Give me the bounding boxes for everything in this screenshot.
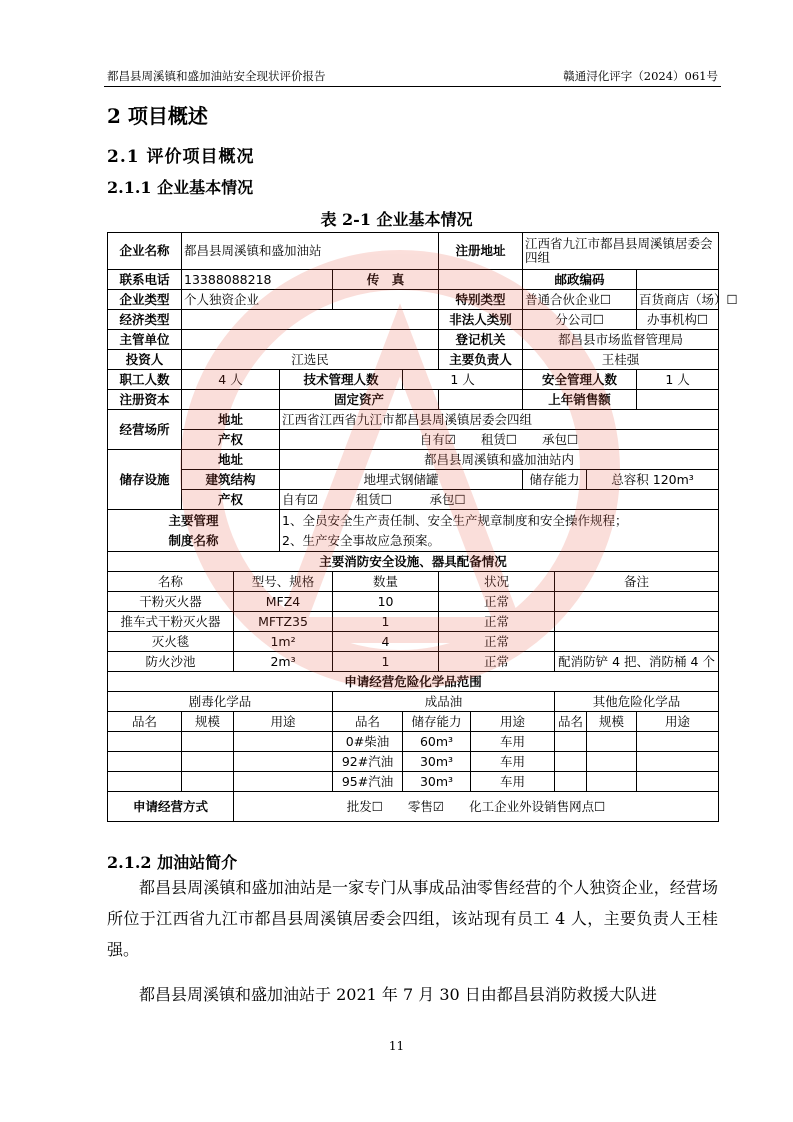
field-label: 注册地址 — [439, 233, 523, 270]
table-row — [108, 752, 719, 772]
scope-section-title: 申请经营危险化学品范围 — [108, 672, 719, 692]
field-label: 上年销售额 — [523, 390, 637, 410]
postcode-value — [637, 270, 719, 290]
oil-product-use: 车用 — [471, 732, 555, 752]
table-row — [108, 350, 719, 370]
fire-item-quantity: 1 — [333, 652, 439, 672]
table-row — [108, 792, 719, 822]
field-label: 地址 — [182, 450, 280, 470]
field-label: 安全管理人数 — [523, 370, 637, 390]
field-label: 企业类型 — [108, 290, 182, 310]
tech-staff-count: 1 人 — [403, 370, 523, 390]
oil-product-use: 车用 — [471, 752, 555, 772]
table-row — [108, 233, 719, 270]
storage-capacity: 总容积 120m³ — [587, 470, 719, 490]
fire-item-name: 防火沙池 — [108, 652, 234, 672]
table-caption: 表 2-1 企业基本情况 — [320, 210, 473, 229]
sub-header: 规模 — [587, 712, 637, 732]
blank-cell — [439, 390, 523, 410]
table-row — [108, 552, 719, 572]
table-row — [108, 510, 719, 552]
field-label: 经营场所 — [108, 410, 182, 450]
table-row — [108, 450, 719, 470]
subsection-heading: 2.1.2 加油站简介 — [107, 853, 238, 872]
field-label: 注册资本 — [108, 390, 182, 410]
table-row — [108, 490, 719, 510]
field-label: 非法人类别 — [439, 310, 523, 330]
field-label: 储存设施 — [108, 450, 182, 510]
enterprise-type: 个人独资企业 — [182, 290, 333, 310]
special-type-option: 百货商店（场）☐ — [637, 290, 719, 310]
fire-item-note — [555, 592, 719, 612]
fax-value — [439, 270, 523, 290]
management-systems — [280, 510, 719, 552]
field-label: 企业名称 — [108, 233, 182, 270]
table-row — [108, 692, 719, 712]
registered-address: 江西省九江市都昌县周溪镇居委会四组 — [523, 233, 719, 270]
fire-section-title: 主要消防安全设施、器具配备情况 — [108, 552, 719, 572]
table-row — [108, 712, 719, 732]
field-label: 联系电话 — [108, 270, 182, 290]
sub-header: 用途 — [637, 712, 719, 732]
fire-col-header: 名称 — [108, 572, 234, 592]
storage-address: 都昌县周溪镇和盛加油站内 — [280, 450, 719, 470]
company-name: 都昌县周溪镇和盛加油站 — [182, 233, 439, 270]
option-owned: 自有☑ — [419, 431, 456, 447]
field-label: 产权 — [182, 430, 280, 450]
running-header-title: 都昌县周溪镇和盛加油站安全现状评价报告 — [107, 69, 326, 83]
table-row — [108, 772, 719, 792]
fire-item-name: 灭火毯 — [108, 632, 234, 652]
category-header: 其他危险化学品 — [555, 692, 719, 712]
table-row — [108, 632, 719, 652]
mgmt-item: 1、全员安全生产责任制、安全生产规章制度和安全操作规程； — [282, 512, 628, 528]
blank-cell — [182, 310, 439, 330]
blank-cell — [637, 390, 719, 410]
fire-item-status: 正常 — [439, 632, 555, 652]
blank-cell — [182, 330, 439, 350]
special-type-option: 普通合伙企业☐ — [523, 290, 637, 310]
field-label: 建筑结构 — [182, 470, 280, 490]
field-label: 登记机关 — [439, 330, 523, 350]
oil-product-capacity: 30m³ — [403, 772, 471, 792]
table-row — [108, 672, 719, 692]
sub-header: 储存能力 — [403, 712, 471, 732]
principal-name: 王桂强 — [523, 350, 719, 370]
table-row — [108, 652, 719, 672]
field-label: 传 真 — [333, 270, 439, 290]
fire-item-model: MFTZ35 — [234, 612, 333, 632]
mgmt-label-line: 制度名称 — [168, 532, 219, 548]
fire-item-model: MFZ4 — [234, 592, 333, 612]
oil-product-name: 0#柴油 — [333, 732, 403, 752]
staff-count: 4 人 — [182, 370, 280, 390]
fire-item-note — [555, 612, 719, 632]
fire-item-quantity: 1 — [333, 612, 439, 632]
field-label: 职工人数 — [108, 370, 182, 390]
option-rented: 租赁☐ — [355, 491, 392, 507]
blank-cell — [182, 390, 280, 410]
field-label: 申请经营方式 — [108, 792, 234, 822]
fire-item-status: 正常 — [439, 612, 555, 632]
storage-property-options — [280, 490, 719, 510]
option-rented: 租赁☐ — [480, 431, 518, 447]
body-paragraph: 都昌县周溪镇和盛加油站于 2021 年 7 月 30 日由都昌县消防救援大队进 — [139, 985, 657, 1004]
mgmt-label-line: 主要管理 — [168, 512, 219, 528]
category-header: 成品油 — [333, 692, 555, 712]
table-row — [108, 612, 719, 632]
fire-item-quantity: 4 — [333, 632, 439, 652]
safety-staff-count: 1 人 — [637, 370, 719, 390]
table-row — [108, 270, 719, 290]
fire-col-header: 数量 — [333, 572, 439, 592]
business-mode: 批发☐ 零售☑ 化工企业外设销售网点☐ — [234, 792, 719, 822]
fire-item-name: 推车式干粉灭火器 — [108, 612, 234, 632]
option-contracted: 承包☐ — [429, 491, 466, 507]
sub-header: 用途 — [471, 712, 555, 732]
registration-authority: 都昌县市场监督管理局 — [523, 330, 719, 350]
chapter-heading: 2 项目概述 — [107, 104, 208, 128]
sub-header: 用途 — [234, 712, 333, 732]
table-row — [108, 470, 719, 490]
fire-item-note — [555, 632, 719, 652]
option-contracted: 承包☐ — [542, 431, 579, 447]
page-number: 11 — [388, 1039, 405, 1053]
oil-product-capacity: 60m³ — [403, 732, 471, 752]
field-label: 储存能力 — [523, 470, 587, 490]
subsection-heading: 2.1.1 企业基本情况 — [107, 178, 254, 197]
category-header: 剧毒化学品 — [108, 692, 333, 712]
option-owned: 自有☑ — [282, 491, 319, 507]
table-row — [108, 732, 719, 752]
fire-col-header: 状况 — [439, 572, 555, 592]
table-row — [108, 592, 719, 612]
sub-header: 品名 — [333, 712, 403, 732]
oil-product-name: 95#汽油 — [333, 772, 403, 792]
section-heading: 2.1 评价项目概况 — [107, 147, 255, 167]
nonlegal-option: 分公司☐ — [523, 310, 637, 330]
oil-product-use: 车用 — [471, 772, 555, 792]
oil-product-capacity: 30m³ — [403, 752, 471, 772]
field-label: 邮政编码 — [523, 270, 637, 290]
field-label: 地址 — [182, 410, 280, 430]
enterprise-info-table — [107, 232, 738, 822]
fire-item-quantity: 10 — [333, 592, 439, 612]
field-label — [108, 510, 280, 552]
nonlegal-option: 办事机构☐ — [637, 310, 719, 330]
fire-item-status: 正常 — [439, 652, 555, 672]
oil-product-name: 92#汽油 — [333, 752, 403, 772]
field-label: 经济类型 — [108, 310, 182, 330]
fire-item-model: 2m³ — [234, 652, 333, 672]
fire-item-model: 1m² — [234, 632, 333, 652]
fire-item-status: 正常 — [439, 592, 555, 612]
header-divider — [104, 86, 721, 87]
site-property-options — [280, 430, 719, 450]
sub-header: 规模 — [182, 712, 234, 732]
fire-col-header: 型号、规格 — [234, 572, 333, 592]
table-row — [108, 430, 719, 450]
sub-header: 品名 — [108, 712, 182, 732]
table-row — [108, 330, 719, 350]
running-header-doc-number: 赣通浔化评字（2024）061号 — [563, 69, 718, 83]
table-row — [108, 310, 719, 330]
field-label: 主要负责人 — [439, 350, 523, 370]
body-paragraph: 都昌县周溪镇和盛加油站是一家专门从事成品油零售经营的个人独资企业，经营场所位于江西省九江市都昌县周溪镇居委会四组，该站现有员工 4 人，主要负责人王桂强。 — [107, 878, 718, 959]
investor-name: 江选民 — [182, 350, 439, 370]
fire-item-note: 配消防铲 4 把、消防桶 4 个 — [555, 652, 719, 672]
table-row — [108, 370, 719, 390]
blank-cell — [333, 290, 439, 310]
table-row — [108, 410, 719, 430]
fire-col-header: 备注 — [555, 572, 719, 592]
site-address: 江西省江西省九江市都昌县周溪镇居委会四组 — [280, 410, 719, 430]
phone-number: 13388088218 — [182, 270, 333, 290]
fire-item-name: 干粉灭火器 — [108, 592, 234, 612]
field-label: 技术管理人数 — [280, 370, 403, 390]
mgmt-item: 2、生产安全事故应急预案。 — [282, 532, 440, 548]
field-label: 主管单位 — [108, 330, 182, 350]
field-label: 产权 — [182, 490, 280, 510]
table-row — [108, 390, 719, 410]
field-label: 固定资产 — [280, 390, 439, 410]
field-label: 投资人 — [108, 350, 182, 370]
storage-structure: 地埋式钢储罐 — [280, 470, 523, 490]
table-row — [108, 572, 719, 592]
table-row — [108, 290, 719, 310]
field-label: 特别类型 — [439, 290, 523, 310]
sub-header: 品名 — [555, 712, 587, 732]
